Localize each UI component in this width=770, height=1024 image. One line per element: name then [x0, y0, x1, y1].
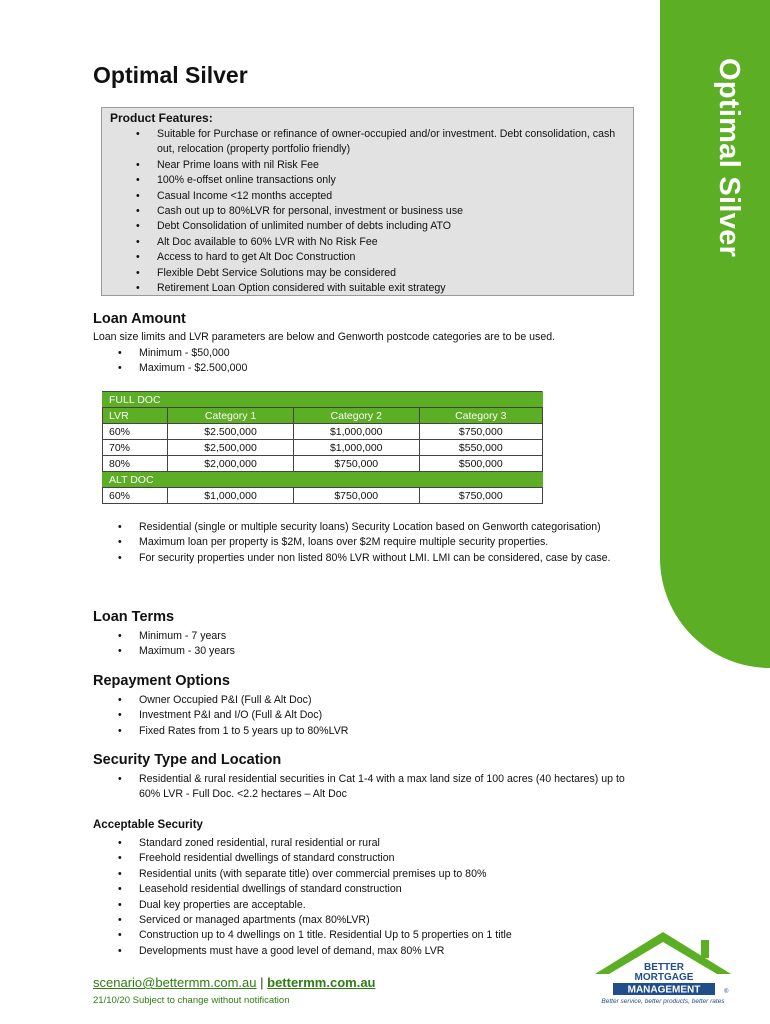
- loan-terms-list: [139, 629, 629, 660]
- list-item: • Maximum - 30 years: [139, 644, 629, 659]
- loan-amount-intro: Loan size limits and LVR parameters are below and Genworth postcode categories are to be used.: [93, 331, 556, 343]
- list-item: • Cash out up to 80%LVR for personal, investment or business use: [157, 204, 625, 219]
- table-cell: $750,000: [293, 456, 419, 472]
- repayment-list: [139, 693, 629, 739]
- column-header: Category 1: [168, 408, 294, 424]
- list-item: • Residential (single or multiple security loans) Security Location based on Genworth categorisation): [139, 520, 629, 535]
- list-item: • Construction up to 4 dwellings on 1 title. Residential Up to 5 properties on 1 title: [139, 928, 629, 943]
- column-header: Category 3: [419, 408, 542, 424]
- list-item: • Residential & rural residential securities in Cat 1-4 with a max land size of 100 acres (40 hectares) up to 60% LVR - Full Doc. <2.2 hectares – Alt Doc: [139, 772, 629, 803]
- list-item: • Debt Consolidation of unlimited number of debts including ATO: [157, 219, 625, 234]
- acceptable-security-heading: Acceptable Security: [93, 819, 203, 831]
- table-cell: $2.500,000: [168, 424, 294, 440]
- alt-doc-label: ALT DOC: [103, 472, 543, 488]
- list-item: • Leasehold residential dwellings of standard construction: [139, 882, 629, 897]
- loan-amount-list: [139, 346, 629, 377]
- logo-line-3: MANAGEMENT: [627, 984, 701, 996]
- page-title: Optimal Silver: [93, 62, 248, 88]
- table-header-row: [103, 408, 543, 424]
- alt-doc-row: [103, 472, 543, 488]
- list-item: • Suitable for Purchase or refinance of owner-occupied and/or investment. Debt consolidation, cash out, relocation (property portfolio friendly): [157, 127, 625, 158]
- better-mortgage-management-logo: [593, 930, 733, 1010]
- list-item: • Developments must have a good level of demand, max 80% LVR: [139, 944, 629, 959]
- table-cell: $1,000,000: [293, 440, 419, 456]
- footer-links: [93, 975, 376, 990]
- website-link[interactable]: bettermm.com.au: [267, 975, 376, 990]
- list-item: • 100% e-offset online transactions only: [157, 173, 625, 188]
- acceptable-security-list: [139, 836, 629, 959]
- list-item: • Dual key properties are acceptable.: [139, 898, 629, 913]
- table-cell: $1,000,000: [168, 488, 294, 504]
- list-item: • Freehold residential dwellings of standard construction: [139, 851, 629, 866]
- security-list: [139, 772, 629, 803]
- email-link[interactable]: scenario@bettermm.com.au: [93, 975, 257, 990]
- footer-separator: |: [260, 975, 264, 990]
- notes-list: [139, 520, 629, 566]
- security-heading: Security Type and Location: [93, 752, 282, 768]
- list-item: • Minimum - $50,000: [139, 346, 629, 361]
- list-item: • Minimum - 7 years: [139, 629, 629, 644]
- logo-chimney-icon: [701, 940, 709, 958]
- table-cell: $750,000: [419, 488, 542, 504]
- full-doc-label: FULL DOC: [103, 392, 543, 408]
- logo-tagline: Better service, better products, better rates: [601, 998, 725, 1005]
- table-cell: 60%: [103, 488, 168, 504]
- loan-amount-heading: Loan Amount: [93, 311, 186, 327]
- column-header: Category 2: [293, 408, 419, 424]
- list-item: • Serviced or managed apartments (max 80%LVR): [139, 913, 629, 928]
- list-item: • Maximum - $2.500,000: [139, 361, 629, 376]
- table-cell: 60%: [103, 424, 168, 440]
- list-item: • Retirement Loan Option considered with suitable exit strategy: [157, 281, 625, 296]
- list-item: • Flexible Debt Service Solutions may be considered: [157, 266, 625, 281]
- list-item: • Fixed Rates from 1 to 5 years up to 80%LVR: [139, 724, 629, 739]
- table-cell: $750,000: [293, 488, 419, 504]
- product-features-list: [110, 127, 625, 296]
- table-cell: $1,000,000: [293, 424, 419, 440]
- list-item: • Standard zoned residential, rural residential or rural: [139, 836, 629, 851]
- side-tab-title: Optimal Silver: [713, 58, 745, 258]
- table-cell: $750,000: [419, 424, 542, 440]
- table-row: [103, 456, 543, 472]
- list-item: • Access to hard to get Alt Doc Construction: [157, 250, 625, 265]
- product-features-heading: Product Features:: [110, 111, 213, 125]
- list-item: • Investment P&I and I/O (Full & Alt Doc): [139, 708, 629, 723]
- table-cell: $2,000,000: [168, 456, 294, 472]
- list-item: • For security properties under non listed 80% LVR without LMI. LMI can be considered, case by case.: [139, 551, 629, 566]
- lvr-table: [102, 391, 543, 504]
- table-row: [103, 488, 543, 504]
- list-item: • Owner Occupied P&I (Full & Alt Doc): [139, 693, 629, 708]
- logo-line-2: MORTGAGE: [634, 972, 694, 983]
- logo-registered-mark: ®: [724, 989, 729, 995]
- table-row: [103, 440, 543, 456]
- table-cell: 70%: [103, 440, 168, 456]
- product-features-box: [101, 107, 634, 296]
- full-doc-row: [103, 392, 543, 408]
- logo-line-1: BETTER: [644, 962, 684, 973]
- list-item: • Maximum loan per property is $2M, loans over $2M require multiple security properties.: [139, 535, 629, 550]
- list-item: • Near Prime loans with nil Risk Fee: [157, 158, 625, 173]
- list-item: • Residential units (with separate title) over commercial premises up to 80%: [139, 867, 629, 882]
- table-cell: 80%: [103, 456, 168, 472]
- column-header: LVR: [103, 408, 168, 424]
- list-item: • Casual Income <12 months accepted: [157, 189, 625, 204]
- loan-terms-heading: Loan Terms: [93, 609, 175, 625]
- table-cell: $550,000: [419, 440, 542, 456]
- table-row: [103, 424, 543, 440]
- table-cell: $500,000: [419, 456, 542, 472]
- list-item: • Alt Doc available to 60% LVR with No Risk Fee: [157, 235, 625, 250]
- table-cell: $2,500,000: [168, 440, 294, 456]
- repayment-heading: Repayment Options: [93, 673, 230, 689]
- footer-note: 21/10/20 Subject to change without notification: [93, 995, 290, 1006]
